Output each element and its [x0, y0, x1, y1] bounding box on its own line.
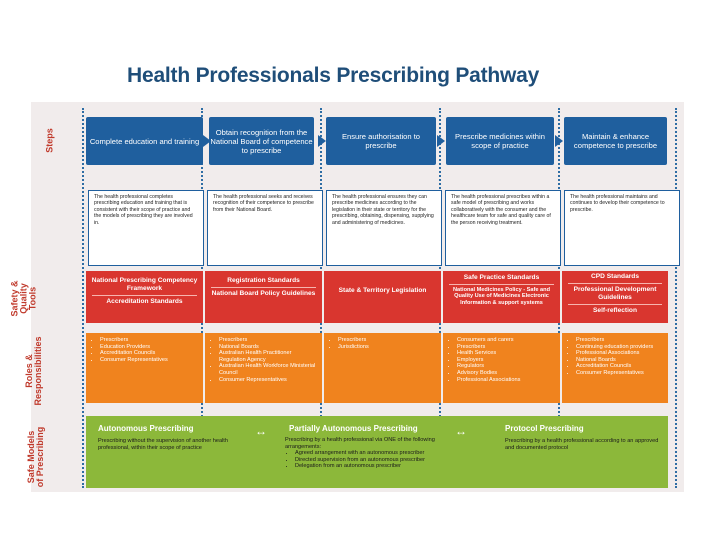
- list-item: • Agreed arrangement with an autonomous prescriber: [295, 450, 460, 457]
- step-box: Maintain & enhance competence to prescribe: [564, 117, 667, 165]
- step-box: Obtain recognition from the National Board of competence to prescribe: [209, 117, 314, 165]
- safety-tools-box: CPD Standards Professional Development Guidelines Self-reflection: [562, 271, 668, 323]
- roles-box: [562, 333, 668, 403]
- row-label-safety: Safety & Quality Tools: [9, 280, 38, 317]
- model-text-protocol: Prescribing by a health professional according to an approved and documented protocol: [505, 438, 659, 451]
- arrow-right-icon: [555, 135, 563, 147]
- list-item: • Education Providers: [100, 344, 199, 351]
- list-item: • Prescribers: [576, 337, 664, 344]
- row-label-roles: Roles & Responsibilities: [24, 336, 43, 406]
- diagram-title: Health Professionals Prescribing Pathway: [127, 64, 540, 87]
- roles-box: [86, 333, 203, 403]
- list-item: • Continuing education providers: [576, 344, 664, 351]
- list-item: • Prescribers: [338, 337, 437, 344]
- list-item: • Jurisdictions: [338, 344, 437, 351]
- model-title-autonomous: Autonomous Prescribing: [98, 424, 194, 433]
- list-item: • Directed supervision from an autonomous prescriber: [295, 457, 460, 464]
- safety-tools-box: National Prescribing Competency Framework Accreditation Standards: [86, 271, 203, 323]
- model-title-partial: Partially Autonomous Prescribing: [289, 424, 418, 433]
- arrow-right-icon: [318, 135, 326, 147]
- list-item: • Consumer Representatives: [576, 370, 664, 377]
- column-divider: [675, 108, 677, 488]
- double-arrow-icon: ↔: [455, 424, 467, 438]
- list-item: • Australian Health Workforce Ministerial Council: [219, 363, 318, 376]
- list-item: • Accreditation Councils: [576, 363, 664, 370]
- roles-box: [205, 333, 322, 403]
- list-item: • Prescribers: [219, 337, 318, 344]
- list-item: • Advisory Bodies: [457, 370, 556, 377]
- model-title-protocol: Protocol Prescribing: [505, 424, 584, 433]
- model-text-autonomous: Prescribing without the supervision of another health professional, within their scope of practice: [98, 438, 228, 451]
- double-arrow-icon: ↔: [255, 424, 267, 438]
- step-box: Prescribe medicines within scope of practice: [446, 117, 554, 165]
- safety-tools-box: Registration Standards National Board Policy Guidelines: [205, 271, 322, 323]
- list-item: • Professional Associations: [457, 377, 556, 384]
- list-item: • Accreditation Councils: [100, 350, 199, 357]
- step-description: The health professional maintains and continues to develop their competence to prescribe.: [564, 190, 680, 266]
- list-item: • Consumers and carers: [457, 337, 556, 344]
- model-text-partial: Prescribing by a health professional via ONE of the following arrangements: • Agreed arrangement with an autonomous prescriber • Directed supervision from an autonomous prescriber • Delegation from an autonomous prescriber: [285, 437, 460, 470]
- list-item: • Consumer Representatives: [219, 377, 318, 384]
- list-item: • National Boards: [219, 344, 318, 351]
- row-label-steps: Steps: [44, 128, 55, 153]
- arrow-right-icon: [437, 135, 445, 147]
- column-divider: [82, 108, 84, 488]
- list-item: • Delegation from an autonomous prescriber: [295, 463, 460, 470]
- step-description: The health professional ensures they can prescribe medicines according to the legislation in their state or territory for the prescribing, obtaining, dispensing, supplying and administering of medicines.: [326, 190, 442, 266]
- list-item: • Health Services: [457, 350, 556, 357]
- list-item: • Australian Health Practitioner Regulation Agency: [219, 350, 318, 363]
- step-description: The health professional seeks and receives recognition of their competence to prescribe from their National Board.: [207, 190, 323, 266]
- row-label-models: Safe Models of Prescribing: [26, 426, 45, 488]
- roles-box: [443, 333, 560, 403]
- step-box: Ensure authorisation to prescribe: [326, 117, 436, 165]
- list-item: • Regulators: [457, 363, 556, 370]
- roles-box: [324, 333, 441, 403]
- list-item: • Employers: [457, 357, 556, 364]
- step-box: Complete education and training: [86, 117, 203, 165]
- list-item: • National Boards: [576, 357, 664, 364]
- step-description: The health professional completes prescribing education and training that is consistent with their scope of practice and the models of prescribing they are involved in.: [88, 190, 204, 266]
- step-description: The health professional prescribes within a safe model of prescribing and works collaboratively with the consumer and the healthcare team for safe and quality care of the person receiving treatment.: [445, 190, 561, 266]
- list-item: • Prescribers: [100, 337, 199, 344]
- list-item: • Professional Associations: [576, 350, 664, 357]
- list-item: • Consumer Representatives: [100, 357, 199, 364]
- list-item: • Prescribers: [457, 344, 556, 351]
- safety-tools-box: State & Territory Legislation: [324, 271, 441, 323]
- safety-tools-box: Safe Practice Standards National Medicines Policy - Safe and Quality Use of Medicines Electronic Information & support systems: [443, 271, 560, 323]
